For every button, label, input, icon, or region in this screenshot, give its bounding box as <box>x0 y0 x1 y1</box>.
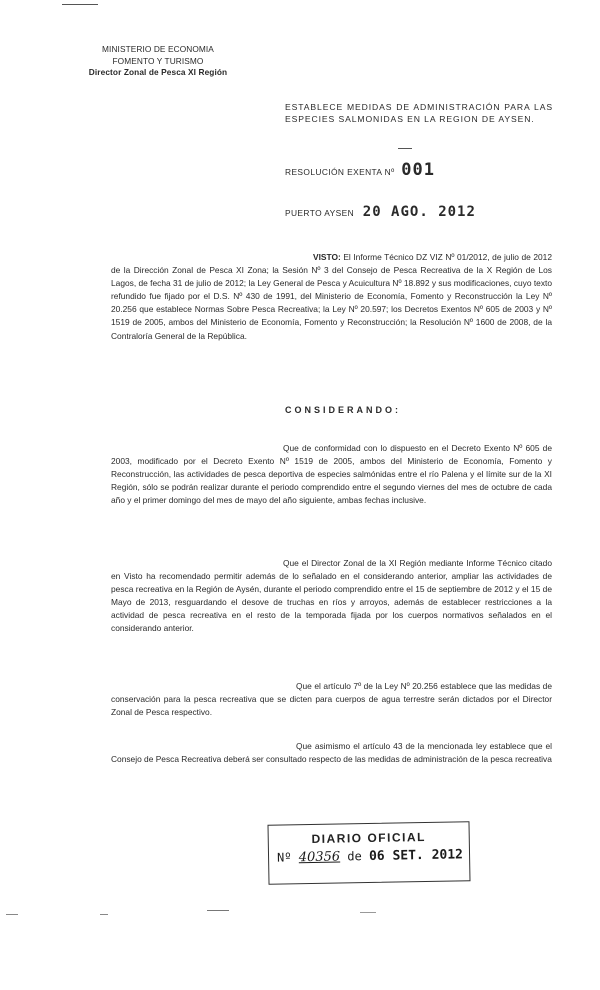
visto-paragraph <box>111 251 552 343</box>
ministry-subname: FOMENTO Y TURISMO <box>112 55 204 66</box>
considerando-2-text: Que el Director Zonal de la XI Región mediante Informe Técnico citado en Visto ha recomendado permitir además de lo señalado en el considerando anterior, ampliar las actividades de pesca recreativa en la Región de Aysén, durante el periodo comprendido entre el 15 de septiembre de 2012 y el 15 de Mayo de 2013, resguardando el desove de truchas en ríos y arroyos, además de establecer restricciones a la actividad de pesca recreativa en el resto de la temporada fijada por los cuerpos normativos señalados en el considerando anterior. <box>111 558 552 634</box>
top-scan-mark <box>62 4 98 5</box>
considerando-1-text: Que de conformidad con lo dispuesto en el Decreto Exento Nº 605 de 2003, modificado por el Decreto Exento Nº 1519 de 2005, ambos del Ministerio de Economía, Fomento y Reconstrucción, las actividades de pesca deportiva de especies salmónidas entre el río Palena y el límite sur de la XI Región, sólo se podrán realizar durante el periodo comprendido entre el segundo viernes del mes de octubre de cada año y el primer domingo del mes de mayo del año siguiente, ambas fechas inclusive. <box>111 443 552 506</box>
bottom-scan-mark-mid <box>100 914 108 915</box>
visto-text: El Informe Técnico DZ VIZ Nº 01/2012, de julio de 2012 de la Dirección Zonal de Pesca XI Zona; la Sesión Nº 3 del Consejo de Pesca Recreativa de la X Región de Los Lagos, de fecha 31 de julio de 2012; la Ley General de Pesca y Acuicultura Nº 18.892 y sus modificaciones, cuyo texto refundido fue fijado por el D.S. Nº 430 de 1991, del Ministerio de Economía, Fomento y Reconstrucción la Ley Nº 20.256 que establece Normas Sobre Pesca Recreativa; la Ley Nº 20.597; los Decretos Exentos Nº 605 de 2003 y Nº 1519 de 2005, ambos del Ministerio de Economía, Fomento y Reconstrucción; la Resolución Nº 1600 de 2008, de la Contraloría General de la República. <box>111 252 552 341</box>
considerando-3 <box>111 680 552 719</box>
place: PUERTO AYSEN <box>285 208 355 218</box>
stamp-title: DIARIO OFICIAL <box>311 830 427 846</box>
considerando-2 <box>111 557 552 636</box>
bottom-scan-mark-right <box>360 912 376 913</box>
stamp-number-line <box>277 847 463 865</box>
considerando-1 <box>111 442 552 507</box>
stamp-prefix: Nº <box>276 850 292 865</box>
ministry-name: MINISTERIO DE ECONOMIA <box>102 44 214 54</box>
resolution-number-line <box>285 160 435 180</box>
separator-dash <box>398 148 412 149</box>
place-date-line <box>285 204 476 220</box>
stamp-number: 40356 <box>298 849 341 866</box>
diario-oficial-stamp <box>267 821 470 885</box>
resolution-subject: ESTABLECE MEDIDAS DE ADMINISTRACIÓN PARA LAS ESPECIES SALMONIDAS EN LA REGION DE AYSEN. <box>285 102 553 124</box>
bottom-scan-mark-center <box>207 910 229 911</box>
date-stamp: 20 AGO. 2012 <box>362 204 476 220</box>
director-title: Director Zonal de Pesca XI Región <box>88 67 228 77</box>
considerando-4 <box>111 740 552 766</box>
bottom-scan-mark-left <box>6 914 18 915</box>
stamp-date: 06 SET. 2012 <box>368 847 464 864</box>
considerando-3-text: Que el artículo 7º de la Ley Nº 20.256 establece que las medidas de conservación para la pesca recreativa que se dicten para cuerpos de agua terrestre serán dictados por el Director Zonal de Pesca respectivo. <box>111 681 552 718</box>
considerando-heading: CONSIDERANDO: <box>285 405 402 415</box>
resolution-label: RESOLUCIÓN EXENTA Nº <box>285 167 395 177</box>
visto-label: VISTO: <box>313 252 341 262</box>
considerando-4-text: Que asimismo el artículo 43 de la mencionada ley establece que el Consejo de Pesca Recreativa deberá ser consultado respecto de las medidas de administración de la pesca recreativa <box>111 741 552 765</box>
stamp-de: de <box>347 849 362 864</box>
letterhead <box>58 44 258 79</box>
resolution-number: 001 <box>401 160 436 180</box>
